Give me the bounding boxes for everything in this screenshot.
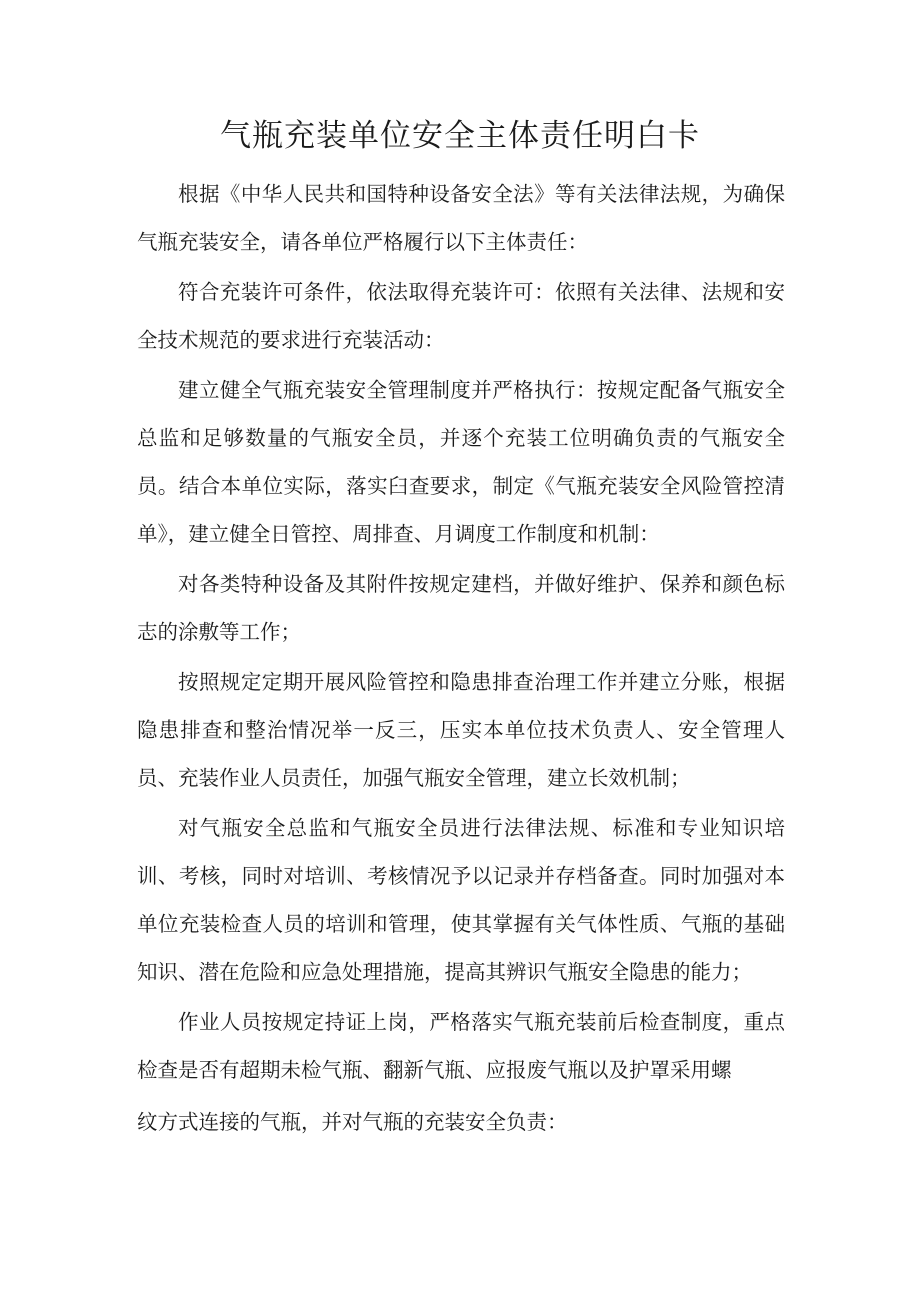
paragraph-operators: 作业人员按规定持证上岗，严格落实气瓶充装前后检查制度，重点检查是否有超期未检气瓶、翻新气瓶、应报废气瓶以及护罩采用螺 <box>137 1010 785 1082</box>
document-body <box>137 170 785 1146</box>
paragraph-risk-control: 按照规定定期开展风险管控和隐患排查治理工作并建立分账，根据隐患排查和整治情况举一反三，压实本单位技术负责人、安全管理人员、充装作业人员责任，加强气瓶安全管理，建立长效机制； <box>137 670 785 790</box>
document-title: 气瓶充装单位安全主体责任明白卡 <box>220 118 700 154</box>
paragraph-intro: 根据《中华人民共和国特种设备安全法》等有关法律法规，为确保气瓶充装安全，请各单位严格履行以下主体责任： <box>137 182 785 254</box>
paragraph-management-system: 建立健全气瓶充装安全管理制度并严格执行：按规定配备气瓶安全总监和足够数量的气瓶安全员，并逐个充装工位明确负责的气瓶安全员。结合本单位实际，落实臼查要求，制定《气瓶充装安全风险管控清单》，建立健全日管控、周排查、月调度工作制度和机制： <box>137 378 785 546</box>
paragraph-continuation: 纹方式连接的气瓶，并对气瓶的充装安全负责： <box>137 1110 568 1134</box>
paragraph-equipment-records: 对各类特种设备及其附件按规定建档，并做好维护、保养和颜色标志的涂敷等工作； <box>137 572 785 644</box>
paragraph-training: 对气瓶安全总监和气瓶安全员进行法律法规、标准和专业知识培训、考核，同时对培训、考核情况予以记录并存档备查。同时加强对本单位充装检查人员的培训和管理，使其掌握有关气体性质、气瓶的基础知识、潜在危险和应急处理措施，提高其辨识气瓶安全隐患的能力； <box>137 816 785 984</box>
paragraph-license: 符合充装许可条件，依法取得充装许可：依照有关法律、法规和安全技术规范的要求进行充装活动： <box>137 280 785 352</box>
